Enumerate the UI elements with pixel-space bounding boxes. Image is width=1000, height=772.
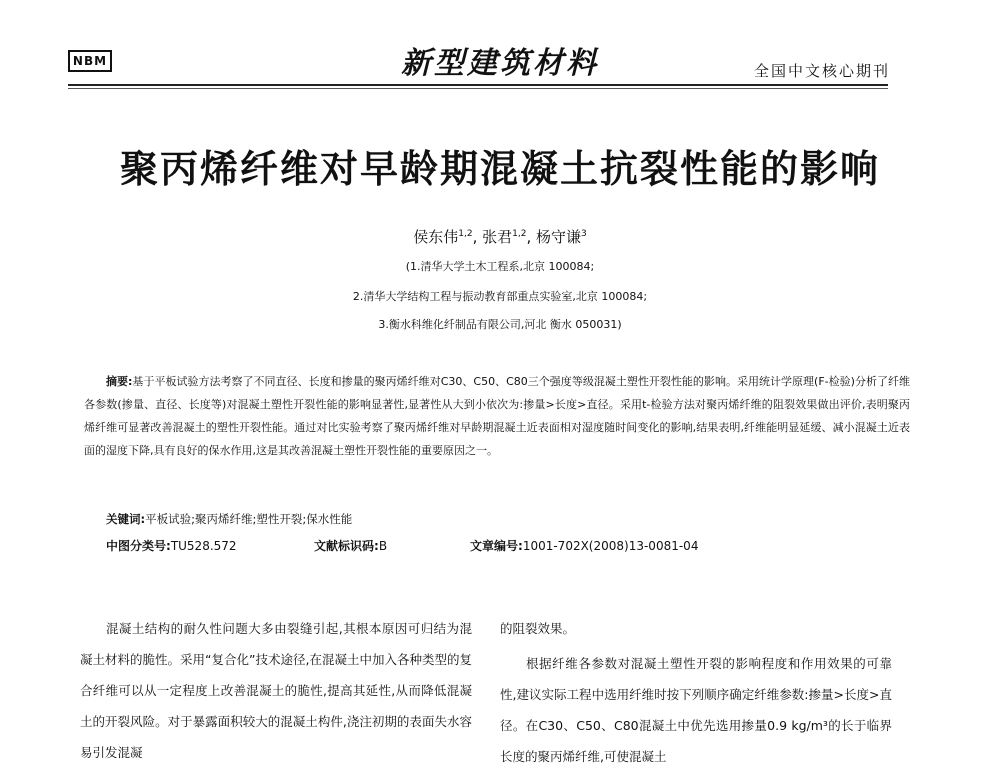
article-number [470, 537, 698, 554]
keywords-label: 关键词: [106, 512, 146, 526]
doc-code-value: B [378, 539, 388, 553]
article-number-value: 1001-702X(2008)13-0081-04 [522, 539, 699, 553]
author-affil-mark: 3 [581, 229, 587, 239]
journal-logo: NBM [68, 50, 112, 72]
author-line: 侯东伟$^{1,2}$, 张君$^{1,2}$, 杨守谦$^3$ [413, 228, 587, 246]
keywords-text: 平板试验;聚丙烯纤维;塑性开裂;保水性能 [145, 512, 353, 526]
core-journal-label: 全国中文核心期刊 [753, 62, 890, 80]
affiliation-3: 3.衡水科维化纤制品有限公司,河北 衡水 050031) [378, 318, 622, 331]
author-name: 张君 [482, 228, 513, 246]
doc-code-label: 文献标识码: [314, 539, 379, 553]
paper-title: 聚丙烯纤维对早龄期混凝土抗裂性能的影响 [119, 147, 880, 191]
body-paragraph: 根据纤维各参数对混凝土塑性开裂的影响程度和作用效果的可靠性,建议实际工程中选用纤维时按下列顺序确定纤维参数:掺量>长度>直径。在C30、C50、C80混凝土中优先选用掺量0.9 kg/m³的长于临界长度的聚丙烯纤维,可使混凝土 [500, 656, 892, 764]
body-column-left [80, 613, 472, 768]
clc-label: 中图分类号: [106, 539, 171, 553]
author-name: 侯东伟 [413, 228, 459, 246]
keywords [106, 511, 352, 527]
author-affil-mark: 1,2 [512, 229, 527, 239]
abstract-text: 基于平板试验方法考察了不同直径、长度和掺量的聚丙烯纤维对C30、C50、C80三个强度等级混凝土塑性开裂性能的影响。采用统计学原理(F-检验)分析了纤维各参数(掺量、直径、长度等)对混凝土塑性开裂性能的影响显著性,显著性从大到小依次为:掺量>长度>直径。采用t-检验方法对聚丙烯纤维的阻裂效果做出评价,表明聚丙烯纤维可显著改善混凝土的塑性开裂性能。通过对比实验考察了聚丙烯纤维对早龄期混凝土近表面相对湿度随时间变化的影响,结果表明,纤维能明显延缓、减小混凝土近表面的湿度下降,具有良好的保水作用,这是其改善混凝土塑性开裂性能的重要原因之一。 [84, 375, 910, 457]
body-paragraph: 混凝土结构的耐久性问题大多由裂缝引起,其根本原因可归结为混凝土材料的脆性。采用“复合化”技术途径,在混凝土中加入各种类型的复合纤维可以从一定程度上改善混凝土的脆性,提高其延性,从而降低混凝土的开裂风险。对于暴露面积较大的混凝土构件,浇注初期的表面失水容易引发混凝 [80, 621, 472, 760]
clc-number [106, 537, 237, 554]
author-affil-mark: 1,2 [458, 229, 473, 239]
journal-name: 新型建筑材料 [401, 46, 599, 81]
clc-value: TU528.572 [170, 539, 237, 553]
header-rule-thin [68, 88, 888, 89]
author-name: 杨守谦 [536, 228, 582, 246]
abstract-label: 摘要: [106, 375, 133, 388]
article-number-label: 文章编号: [470, 539, 523, 553]
document-code [314, 537, 387, 554]
body-paragraph-continued: 的阻裂效果。 [500, 621, 576, 636]
affiliation-1: (1.清华大学土木工程系,北京 100084; [405, 260, 595, 273]
abstract [84, 370, 910, 462]
affiliation-2: 2.清华大学结构工程与振动教育部重点实验室,北京 100084; [352, 290, 648, 303]
header-rule [68, 84, 888, 86]
body-column-right [500, 613, 892, 772]
